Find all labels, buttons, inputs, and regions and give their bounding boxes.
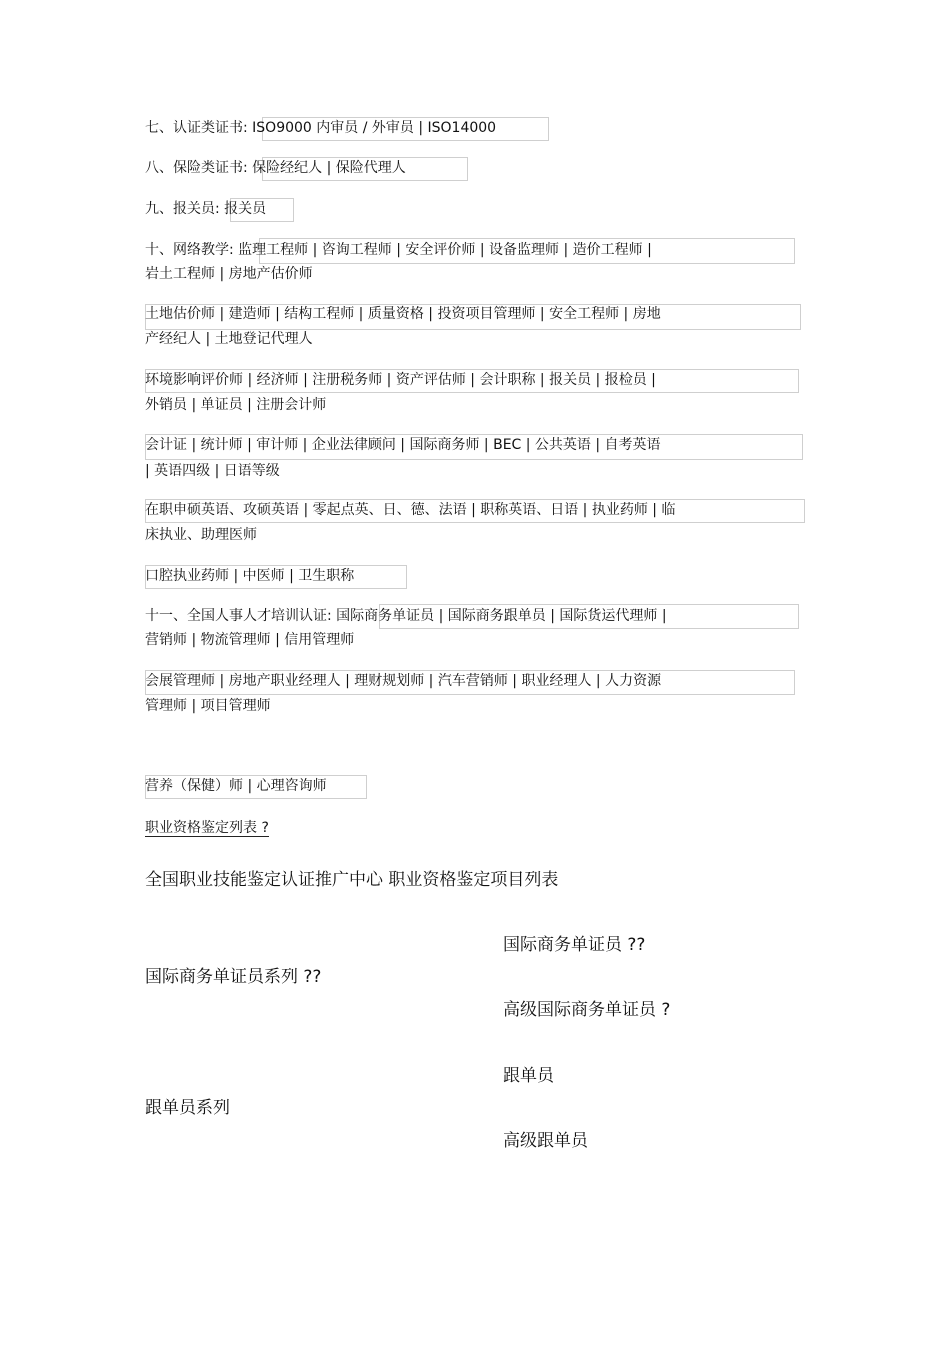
course-line-8: 床执业、助理医师 xyxy=(145,527,257,543)
series1-item-1: 国际商务单证员 ?? xyxy=(503,935,646,955)
hr-cert-line-5: 营养（保健）师 | 心理咨询师 xyxy=(145,778,327,794)
cert-insurance-line: 八、保险类证书: 保险经纪人 | 保险代理人 xyxy=(145,160,406,176)
page-heading: 全国职业技能鉴定认证推广中心 职业资格鉴定项目列表 xyxy=(145,870,559,890)
course-line-1: 土地估价师 | 建造师 | 结构工程师 | 质量资格 | 投资项目管理师 | 安全工程师 | 房地 xyxy=(145,306,661,322)
series1-item-2: 高级国际商务单证员 ? xyxy=(503,1000,671,1020)
series2-item-2: 高级跟单员 xyxy=(503,1131,588,1151)
course-line-6: | 英语四级 | 日语等级 xyxy=(145,463,280,479)
course-line-4: 外销员 | 单证员 | 注册会计师 xyxy=(145,397,327,413)
series1-title: 国际商务单证员系列 ?? xyxy=(145,967,322,987)
course-line-9: 口腔执业药师 | 中医师 | 卫生职称 xyxy=(145,568,355,584)
series2-item-1: 跟单员 xyxy=(503,1066,554,1086)
online-teaching-line-1: 十、网络教学: 监理工程师 | 咨询工程师 | 安全评价师 | 设备监理师 | 造价工程师 | xyxy=(145,242,652,258)
hr-cert-line-4: 管理师 | 项目管理师 xyxy=(145,698,271,714)
course-line-7: 在职申硕英语、攻硕英语 | 零起点英、日、德、法语 | 职称英语、日语 | 执业药师 | 临 xyxy=(145,502,676,518)
cert-iso-line: 七、认证类证书: ISO9000 内审员 / 外审员 | ISO14000 xyxy=(145,120,497,136)
hr-cert-line-1: 十一、全国人事人才培训认证: 国际商务单证员 | 国际商务跟单员 | 国际货运代理师 | xyxy=(145,608,667,624)
series2-title: 跟单员系列 xyxy=(145,1098,230,1118)
cert-customs-line: 九、报关员: 报关员 xyxy=(145,201,267,217)
online-teaching-line-2: 岩土工程师 | 房地产估价师 xyxy=(145,266,313,282)
hr-cert-line-2: 营销师 | 物流管理师 | 信用管理师 xyxy=(145,632,355,648)
qualification-list-link-text: 职业资格鉴定列表 ? xyxy=(145,820,269,836)
course-line-2: 产经纪人 | 土地登记代理人 xyxy=(145,331,313,347)
course-line-3: 环境影响评价师 | 经济师 | 注册税务师 | 资产评估师 | 会计职称 | 报关员 | 报检员 | xyxy=(145,372,656,388)
hr-cert-line-3: 会展管理师 | 房地产职业经理人 | 理财规划师 | 汽车营销师 | 职业经理人 | 人力资源 xyxy=(145,673,662,689)
qualification-list-link[interactable] xyxy=(145,820,269,836)
course-line-5: 会计证 | 统计师 | 审计师 | 企业法律顾问 | 国际商务师 | BEC | 公共英语 | 自考英语 xyxy=(145,437,661,453)
